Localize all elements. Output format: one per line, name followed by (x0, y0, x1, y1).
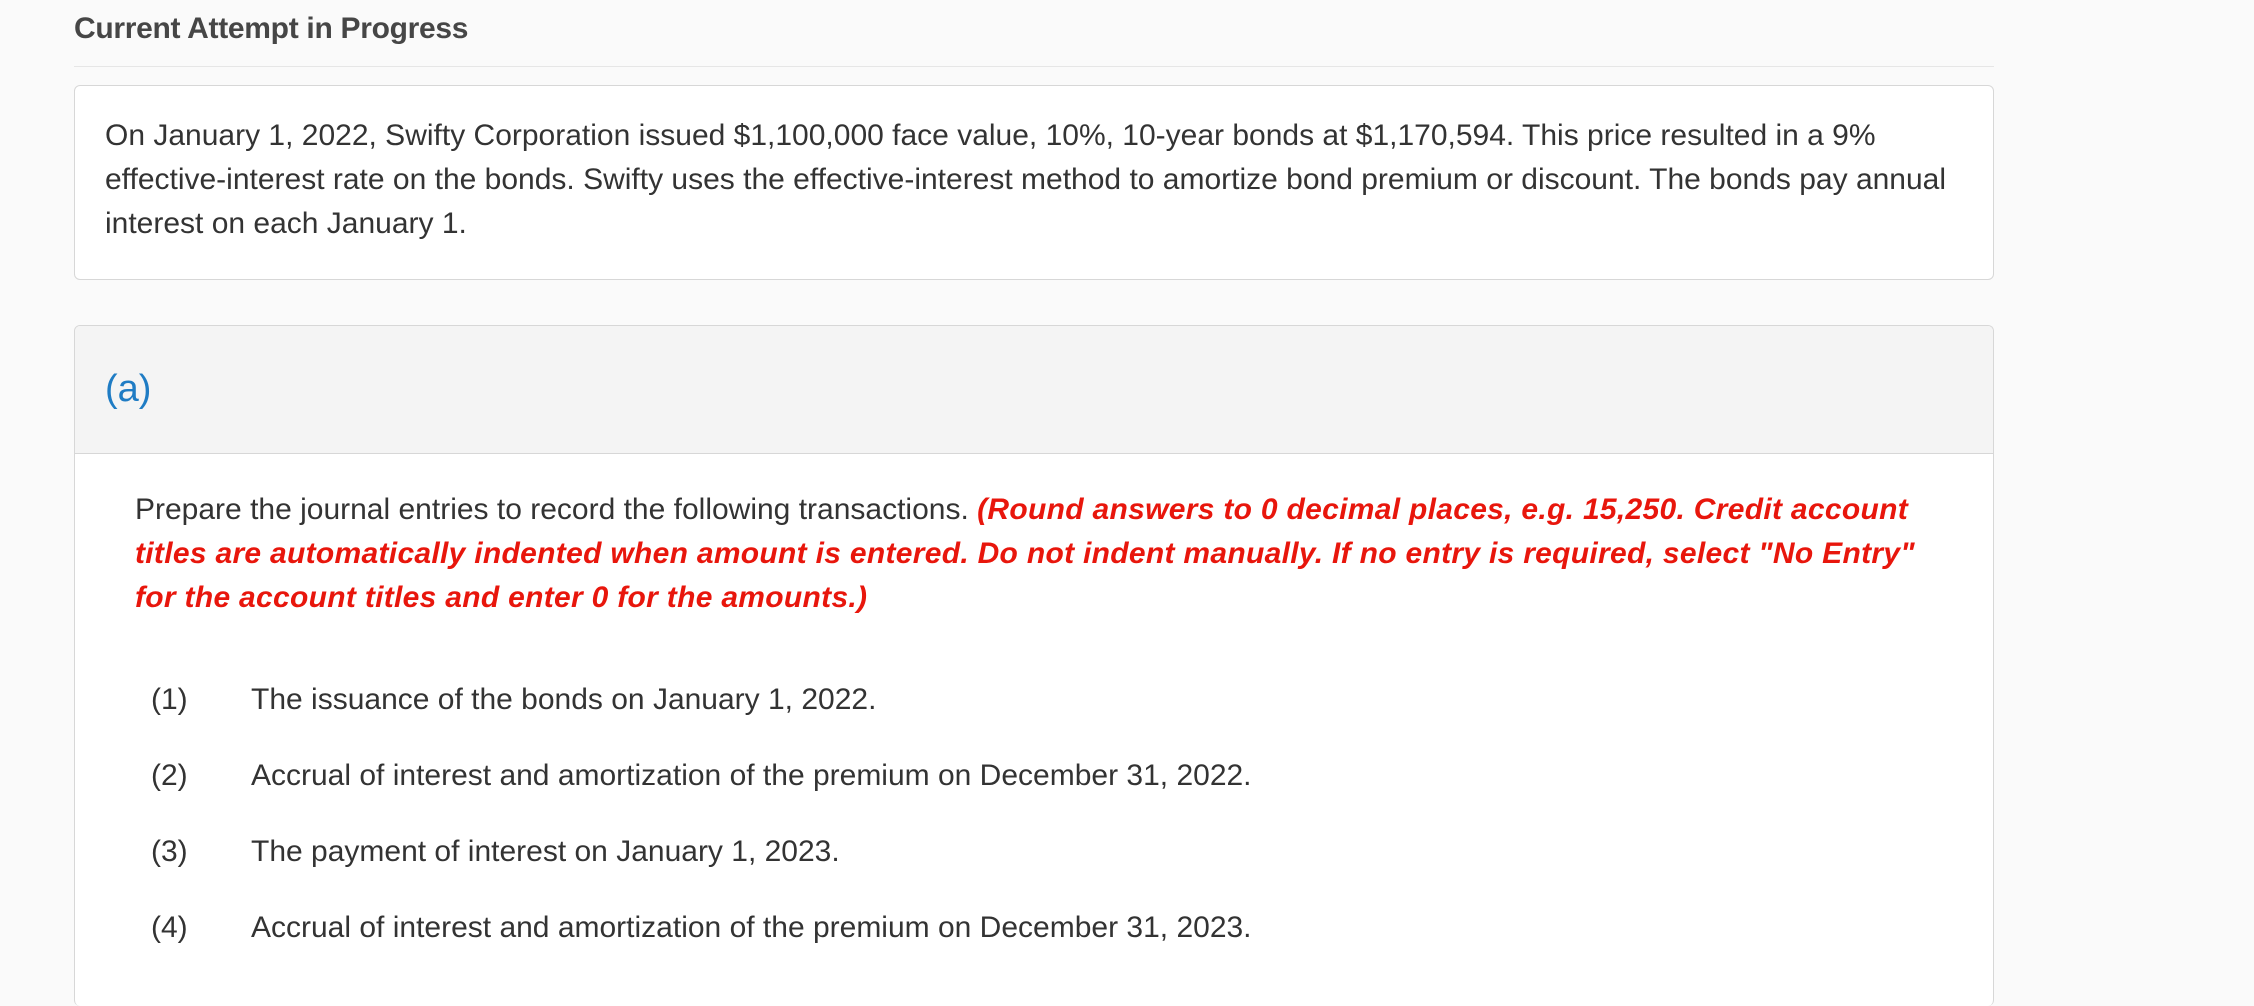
instruction-text: Prepare the journal entries to record the following transactions. (135, 493, 969, 526)
part-a-header[interactable] (75, 326, 1993, 454)
scenario-card (74, 85, 1994, 280)
instruction-note: (Round answers to 0 decimal places, e.g. 15,250. Credit account titles are automatically indented when amount is entered. Do not indent manually. If no entry is required, select "No Entry" for the account titles and enter 0 for the amounts.) (135, 493, 1915, 614)
task-number: (1) (151, 683, 188, 716)
task-text: The payment of interest on January 1, 2023. (251, 835, 840, 868)
task-text: The issuance of the bonds on January 1, 2022. (251, 683, 877, 716)
task-text: Accrual of interest and amortization of the premium on December 31, 2022. (251, 759, 1252, 792)
main-column (74, 0, 1994, 1006)
task-number: (3) (151, 835, 188, 868)
part-a-card (74, 325, 1994, 1006)
task-item-4 (135, 890, 1933, 966)
task-number: (2) (151, 759, 188, 792)
task-text: Accrual of interest and amortization of the premium on December 31, 2023. (251, 911, 1252, 944)
task-item-2 (135, 738, 1933, 814)
instructions (135, 488, 1933, 620)
task-number: (4) (151, 911, 188, 944)
part-a-label: (a) (105, 368, 152, 410)
task-item-3 (135, 814, 1933, 890)
title-divider (74, 66, 1994, 67)
task-item-1 (135, 662, 1933, 738)
task-list (135, 662, 1933, 966)
part-a-body (75, 454, 1993, 966)
page-title: Current Attempt in Progress (74, 12, 469, 45)
scenario-text: On January 1, 2022, Swifty Corporation issued $1,100,000 face value, 10%, 10-year bonds at $1,170,594. This price resulted in a 9% effective-interest rate on the bonds. Swifty uses the effective-interest method to amortize bond premium or discount. The bonds pay annual interest on each January 1. (105, 119, 1947, 240)
